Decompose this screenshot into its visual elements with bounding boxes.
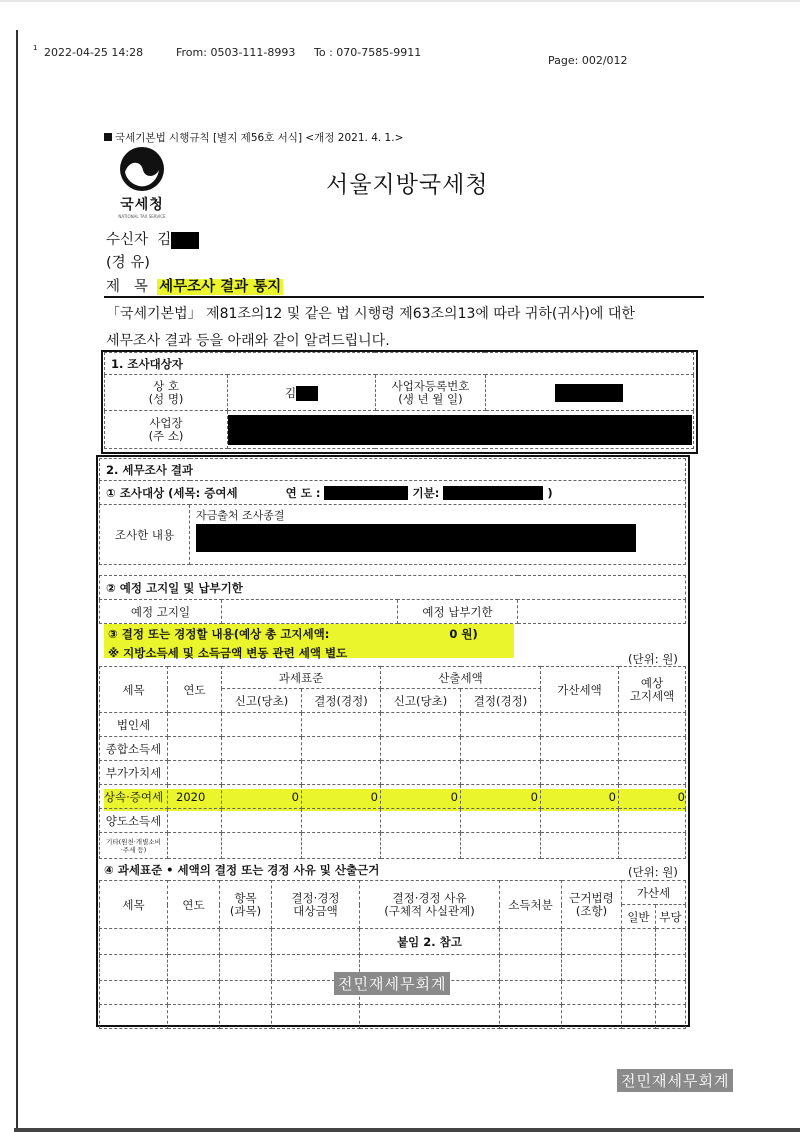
table-row: 기타(원천·개별소비·주세 등) <box>100 833 686 859</box>
redacted-address <box>228 415 692 445</box>
hdr-tax-type: 세목 <box>100 667 168 713</box>
table-row <box>100 929 686 955</box>
redacted-name <box>171 232 199 249</box>
hdr-year: 연도 <box>168 667 222 713</box>
table-row-inheritance-gift: 상속·증여세 2020 0 0 0 0 0 0 <box>100 785 686 809</box>
grounds-reason-reference: 붙임 2. 참고 <box>360 929 500 955</box>
office-title: 서울지방국세청 <box>326 172 489 198</box>
due-date-value <box>518 600 686 624</box>
hdr-expected-tax: 예상 고지세액 <box>619 667 686 713</box>
g-hdr-item: 항목 (과목) <box>220 881 272 929</box>
redacted-investigation <box>196 524 636 552</box>
redacted-biz-no <box>555 384 623 402</box>
total-expected-tax: 0 원) <box>449 627 478 641</box>
page-left-border <box>16 30 18 1130</box>
intro-text: 「국세기본법」 제81조의12 및 같은 법 시행령 제63조의13에 따라 귀하(귀사)에 대한 세무조사 결과 등을 아래와 같이 알려드립니다. <box>106 306 635 349</box>
logo-subtitle: NATIONAL TAX SERVICE <box>118 214 166 219</box>
investigated-value: 자금출처 조사종결 <box>190 505 686 565</box>
hdr-calc-filed: 신고(당초) <box>381 689 461 713</box>
biz-no-value <box>485 375 693 411</box>
subject-divider <box>104 296 704 298</box>
hdr-tax-base: 과세표준 <box>222 667 381 689</box>
g-hdr-reason: 결정·경정 사유 (구체적 사실관계) <box>360 881 500 929</box>
hdr-base-decided: 결정(경정) <box>302 689 381 713</box>
notice-table <box>99 575 686 624</box>
redacted-year <box>324 486 408 500</box>
grounds-title: ④ 과세표준 • 세액의 결정 또는 경정 사유 및 산출근거 <box>104 863 380 877</box>
address-value <box>228 411 694 449</box>
table-row: 법인세 <box>100 713 686 737</box>
due-date-label: 예정 납부기한 <box>398 600 518 624</box>
hdr-base-filed: 신고(당초) <box>222 689 302 713</box>
biz-no-label: 사업자등록번호 (생 년 월 일) <box>375 375 485 411</box>
watermark-bottom-right: 전민재세무회계 <box>617 1069 733 1092</box>
g-hdr-target-amount: 결정·경정 대상금액 <box>272 881 360 929</box>
g-hdr-tax-type: 세목 <box>100 881 168 929</box>
page-bottom-border <box>14 1128 800 1132</box>
investigated-label: 조사한 내용 <box>100 505 190 565</box>
notice-date-value <box>222 600 398 624</box>
g-hdr-penalty: 가산세 <box>622 881 686 905</box>
page-edge <box>0 0 800 2</box>
decision-table <box>99 666 686 859</box>
g-hdr-year: 연도 <box>168 881 220 929</box>
g-hdr-unfair: 부당 <box>656 905 686 929</box>
watermark-center: 전민재세무회계 <box>334 972 450 995</box>
section1-table <box>104 352 694 449</box>
fax-corner-mark: 1 <box>33 44 38 52</box>
decision-note: ※ 지방소득세 및 소득금액 변동 관련 세액 별도 <box>108 646 348 660</box>
recipient-name: 김 <box>157 232 172 248</box>
fax-page: Page: 002/012 <box>548 54 628 67</box>
taegeuk-logo-icon <box>119 146 165 192</box>
logo-name: 국세청 <box>120 197 164 213</box>
trade-name-label: 상 호 (성 명) <box>105 375 228 411</box>
notice-date-label: 예정 고지일 <box>100 600 222 624</box>
grounds-table <box>99 880 686 1029</box>
section1-title: 1. 조사대상자 <box>105 353 694 375</box>
redacted-period <box>443 486 543 500</box>
table-row: 종합소득세 <box>100 737 686 761</box>
decision-unit: (단위: 원) <box>628 652 678 666</box>
fax-from: From: 0503-111-8993 <box>176 46 296 59</box>
address-label: 사업장 (주 소) <box>105 411 228 449</box>
hdr-calc-decided: 결정(경정) <box>461 689 541 713</box>
hdr-penalty: 가산세액 <box>541 667 619 713</box>
section2-title: 2. 세무조사 결과 <box>100 459 686 481</box>
g-hdr-income-disposal: 소득처분 <box>500 881 562 929</box>
via-line: (경 유) <box>106 255 150 271</box>
redacted-trade-name <box>296 386 318 401</box>
form-reference: 국세기본법 시행규칙 [별지 제56호 서식] <개정 2021. 4. 1.> <box>104 130 403 145</box>
g-hdr-general: 일반 <box>622 905 656 929</box>
section2-top-table <box>99 458 686 565</box>
trade-name-value: 김 <box>228 375 376 411</box>
table-row: 부가가치세 <box>100 761 686 785</box>
grounds-unit: (단위: 원) <box>628 865 678 879</box>
hdr-calc-tax: 산출세액 <box>381 667 541 689</box>
nts-logo <box>112 146 172 219</box>
g-hdr-legal-basis: 근거법령 (조항) <box>562 881 622 929</box>
notice-title: ② 예정 고지일 및 납부기한 <box>100 576 686 600</box>
recipient-line: 수신자 김 <box>106 228 199 249</box>
table-row <box>100 1005 686 1029</box>
subject-value: 세무조사 결과 통지 <box>159 279 282 295</box>
square-bullet-icon <box>104 133 112 141</box>
decision-title: ③ 결정 또는 경정할 내용(예상 총 고지세액: 0 원) <box>108 627 478 641</box>
fax-timestamp: 2022-04-25 14:28 <box>44 46 144 59</box>
subject-line: 제 목 세무조사 결과 통지 <box>106 279 282 295</box>
fax-to: To : 070-7585-9911 <box>314 46 422 59</box>
target-row: ① 조사대상 (세목: 증여세 연 도 : 기분: ) <box>100 481 686 505</box>
table-row: 양도소득세 <box>100 809 686 833</box>
